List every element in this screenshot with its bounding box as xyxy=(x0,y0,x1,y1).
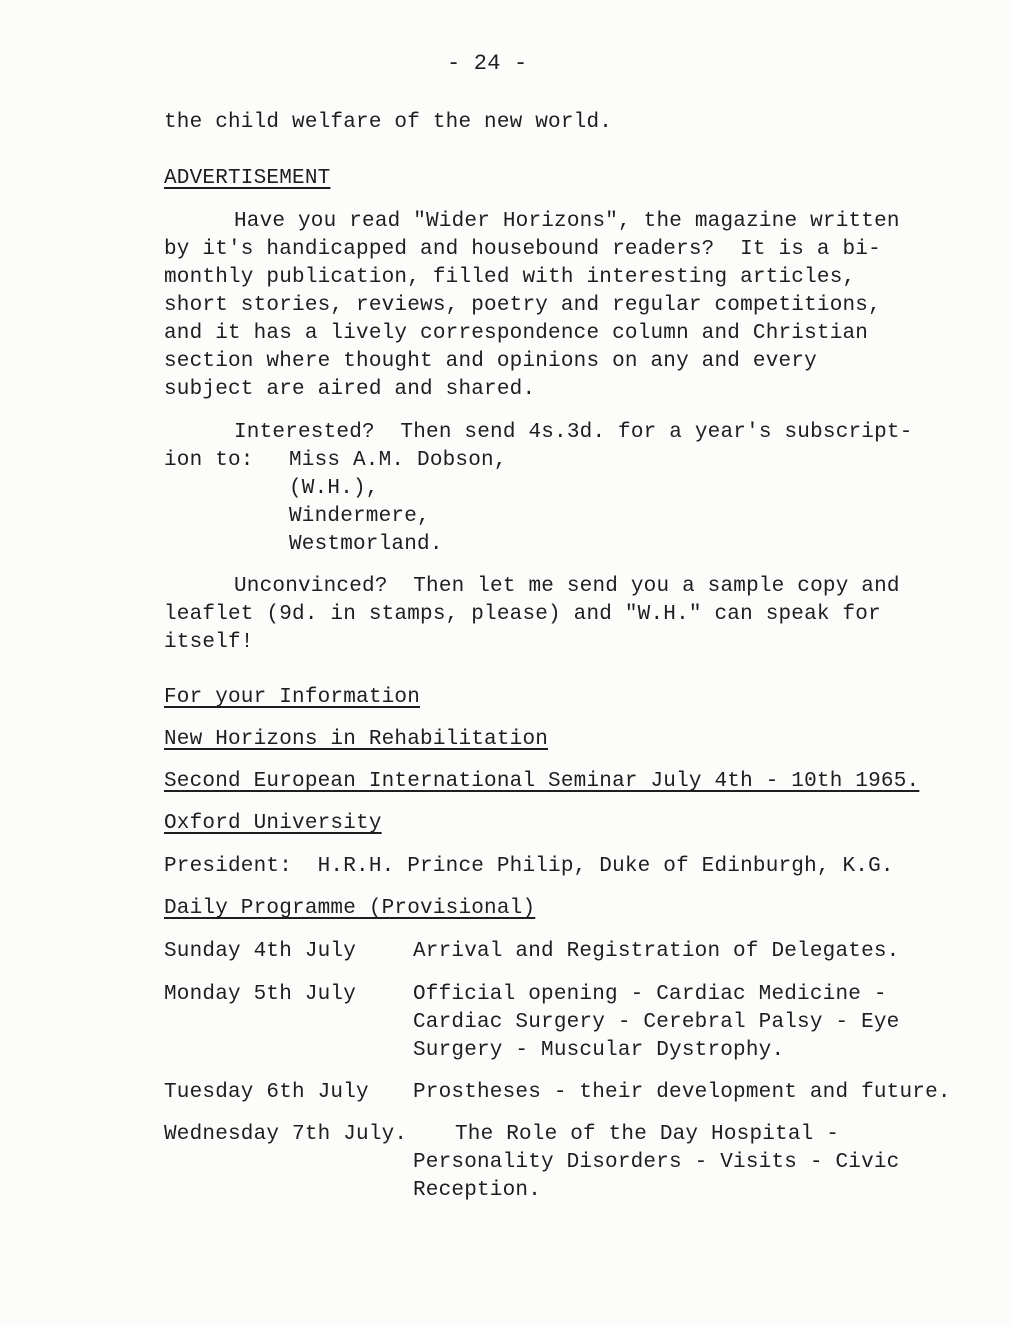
subscribe-line: ion to: xyxy=(164,449,254,472)
schedule-detail: The Role of the Day Hospital - xyxy=(455,1123,840,1146)
schedule-day: Wednesday 7th July. xyxy=(164,1123,408,1146)
schedule-detail: Arrival and Registration of Delegates. xyxy=(413,940,900,963)
subscribe-line: Interested? Then send 4s.3d. for a year's subscript- xyxy=(234,421,913,444)
schedule-day: Monday 5th July xyxy=(164,983,357,1006)
advertisement-line: subject are aired and shared. xyxy=(164,378,536,401)
schedule-detail: Prostheses - their development and future. xyxy=(413,1081,951,1104)
schedule-detail: Cardiac Surgery - Cerebral Palsy - Eye xyxy=(413,1011,900,1034)
sample-line: leaflet (9d. in stamps, please) and "W.H." can speak for xyxy=(164,603,881,626)
president-line: President: H.R.H. Prince Philip, Duke of Edinburgh, K.G. xyxy=(164,855,894,878)
schedule-detail: Personality Disorders - Visits - Civic xyxy=(413,1151,900,1174)
schedule-day: Sunday 4th July xyxy=(164,940,357,963)
advertisement-line: and it has a lively correspondence column and Christian xyxy=(164,322,869,345)
advertisement-line: by it's handicapped and housebound readers? It is a bi- xyxy=(164,238,881,261)
advertisement-heading: ADVERTISEMENT xyxy=(164,167,331,190)
address-line: Westmorland. xyxy=(289,533,443,556)
advertisement-line: Have you read "Wider Horizons", the magazine written xyxy=(234,210,900,233)
page-number: - 24 - xyxy=(447,51,528,76)
seminar-line: Second European International Seminar July 4th - 10th 1965. xyxy=(164,770,920,793)
information-title: New Horizons in Rehabilitation xyxy=(164,728,549,751)
address-line: Windermere, xyxy=(289,505,430,528)
schedule-detail: Reception. xyxy=(413,1179,542,1202)
intro-line: the child welfare of the new world. xyxy=(164,111,613,134)
venue-line: Oxford University xyxy=(164,812,382,835)
advertisement-line: monthly publication, filled with interesting articles, xyxy=(164,266,856,289)
advertisement-line: short stories, reviews, poetry and regular competitions, xyxy=(164,294,881,317)
address-line: Miss A.M. Dobson, xyxy=(289,449,507,472)
advertisement-line: section where thought and opinions on any and every xyxy=(164,350,817,373)
information-heading: For your Information xyxy=(164,686,421,709)
schedule-detail: Official opening - Cardiac Medicine - xyxy=(413,983,887,1006)
sample-line: itself! xyxy=(164,631,254,654)
sample-line: Unconvinced? Then let me send you a sample copy and xyxy=(234,575,900,598)
address-line: (W.H.), xyxy=(289,477,379,500)
schedule-day: Tuesday 6th July xyxy=(164,1081,369,1104)
schedule-detail: Surgery - Muscular Dystrophy. xyxy=(413,1039,785,1062)
programme-heading: Daily Programme (Provisional) xyxy=(164,897,536,920)
